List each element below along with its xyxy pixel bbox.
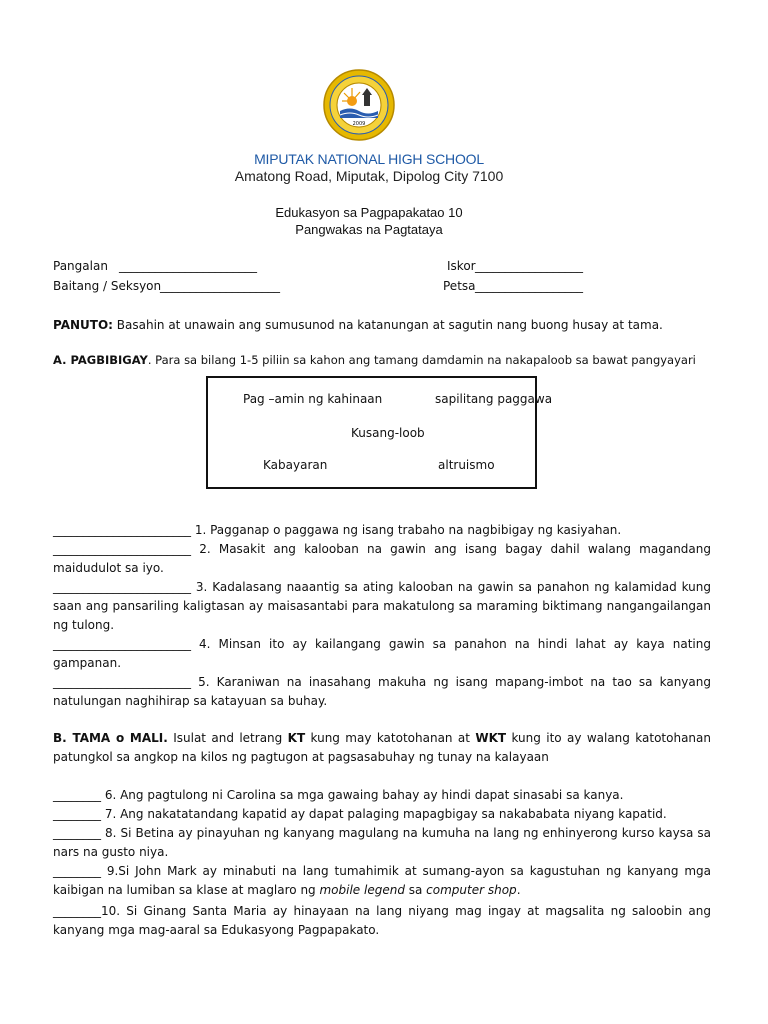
question-text: 6. Ang pagtulong ni Carolina sa mga gawaing bahay ay hindi dapat sinasabi sa kanya.	[101, 788, 624, 802]
school-seal-logo	[322, 68, 396, 142]
svg-text:2009: 2009	[352, 121, 366, 127]
section-a-items	[53, 521, 711, 711]
question-item	[53, 824, 711, 862]
question-item	[53, 578, 711, 635]
section-b-text: kung may katotohanan at	[305, 731, 476, 745]
instructions-label: PANUTO:	[53, 318, 113, 332]
question-text: 9.Si John Mark ay minabuti na lang tumahimik at sumang-ayon sa kagustuhan ng kanyang mga kaibigan na lumiban sa klase at maglaro ng	[53, 864, 711, 897]
answer-blank[interactable]: _______________________	[53, 580, 191, 594]
choice-item: Kusang-loob	[351, 426, 425, 440]
question-text: 5. Karaniwan na inasahang makuha ng isang mapang-imbot na tao sa kanyang natulungan naghihirap sa katayuan sa buhay.	[53, 675, 711, 708]
answer-blank[interactable]: ________	[53, 904, 101, 918]
section-b-text: kung ito ay walang katotohanan patungkol sa angkop na kilos ng pagtugon at pagsasabuhay ng tunay na kalayaan	[53, 731, 711, 764]
question-text: sa	[404, 883, 427, 897]
exam-title: Pangwakas na Pagtataya	[295, 222, 443, 237]
choice-item: sapilitang paggawa	[435, 392, 553, 406]
answer-blank[interactable]: _______________________	[53, 637, 191, 651]
score-field[interactable]: __________________	[475, 259, 583, 273]
question-item	[53, 862, 711, 900]
choices-box	[206, 376, 553, 489]
section-a-heading	[53, 351, 711, 370]
answer-blank[interactable]: _______________________	[53, 675, 191, 689]
score-label: Iskor	[447, 259, 476, 273]
section-a-instructions: . Para sa bilang 1-5 piliin sa kahon ang tamang damdamin na nakapaloob sa bawat pangyayari	[147, 353, 696, 367]
section-a-title: A. PAGBIBIGAY	[53, 353, 148, 367]
date-label: Petsa	[443, 279, 476, 293]
question-text: 1. Pagganap o paggawa ng isang trabaho na nagbibigay ng kasiyahan.	[191, 523, 622, 537]
question-text-italic: mobile legend	[319, 883, 405, 897]
question-text: 7. Ang nakatatandang kapatid ay dapat palaging mapagbigay sa nakababata niyang kapatid.	[101, 807, 667, 821]
date-field[interactable]: __________________	[475, 279, 583, 293]
question-text: .	[516, 883, 521, 897]
question-text: 10. Si Ginang Santa Maria ay hinayaan na lang niyang mag ingay at magsalita ng saloobin ang kanyang mga mag-aaral sa Edukasyong Pagpapakato.	[53, 904, 711, 937]
school-address: Amatong Road, Miputak, Dipolog City 7100	[234, 168, 504, 184]
question-text: 4. Minsan ito ay kailangang gawin sa panahon na hindi lahat ay kaya nating gampanan.	[53, 637, 711, 670]
answer-blank[interactable]: ________	[53, 826, 101, 840]
question-item	[53, 902, 711, 940]
question-text: 8. Si Betina ay pinayuhan ng kanyang magulang na kumuha na lang ng enhinyerong kurso kaysa sa nars na gusto niya.	[53, 826, 711, 859]
answer-blank[interactable]: _______________________	[53, 542, 191, 556]
answer-blank[interactable]: ________	[53, 788, 101, 802]
section-b-heading	[53, 729, 711, 767]
instructions	[53, 316, 711, 335]
choice-item: Kabayaran	[263, 458, 328, 472]
question-text: 2. Masakit ang kalooban na gawin ang isang bagay dahil walang magandang maidudulot sa iyo.	[53, 542, 711, 575]
choice-item: Pag –amin ng kahinaan	[243, 392, 383, 406]
question-item	[53, 805, 711, 824]
grade-section-label: Baitang / Seksyon	[53, 279, 162, 293]
question-text-italic: computer shop	[426, 883, 517, 897]
question-item	[53, 540, 711, 578]
subject-title: Edukasyon sa Pagpapakatao 10	[275, 205, 463, 220]
answer-blank[interactable]: ________	[53, 807, 101, 821]
kt-label: KT	[287, 731, 306, 745]
answer-blank[interactable]: _______________________	[53, 523, 191, 537]
wkt-label: WKT	[475, 731, 507, 745]
question-item	[53, 521, 711, 540]
answer-blank[interactable]: ________	[53, 864, 101, 878]
question-item	[53, 786, 711, 805]
name-label: Pangalan	[53, 259, 108, 273]
grade-section-field[interactable]: ____________________	[160, 279, 280, 293]
school-name: MIPUTAK NATIONAL HIGH SCHOOL	[254, 151, 484, 167]
question-item	[53, 673, 711, 711]
section-b-text: Isulat and letrang	[167, 731, 288, 745]
instructions-text: Basahin at unawain ang sumusunod na katanungan at sagutin nang buong husay at tama.	[112, 318, 663, 332]
question-text: 3. Kadalasang naaantig sa ating kalooban na gawin sa panahon ng kalamidad kung saan ang pansariling kaligtasan ay maisasantabi para makatulong sa maraming biktimang nangangailangan ng tulong.	[53, 580, 711, 632]
name-field[interactable]: _______________________	[119, 259, 257, 273]
choice-item: altruismo	[438, 458, 495, 472]
question-item	[53, 635, 711, 673]
section-b-title: B. TAMA o MALI.	[53, 731, 168, 745]
section-b-items	[53, 786, 711, 940]
